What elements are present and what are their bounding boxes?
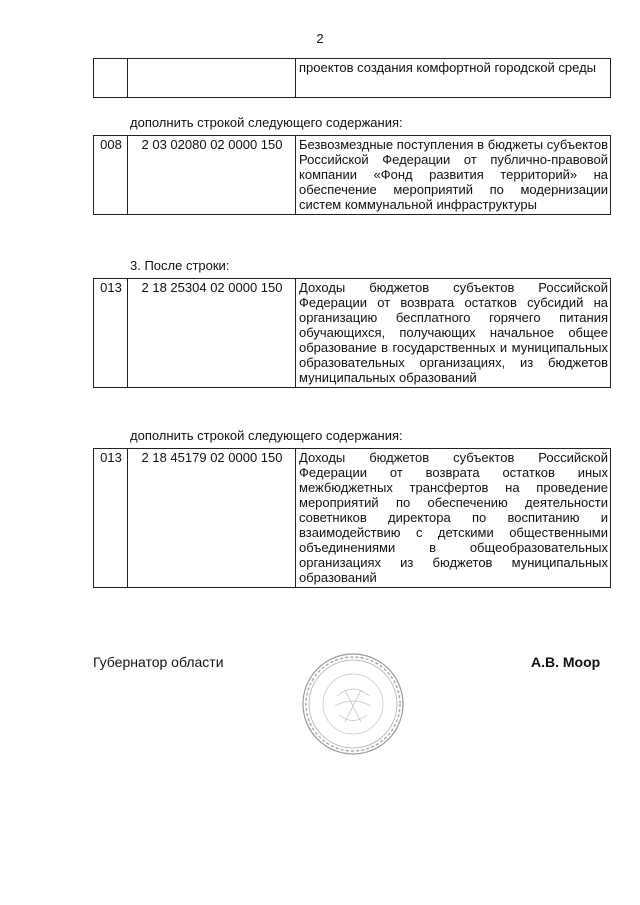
table-row xyxy=(94,136,611,215)
instruction-add-row: дополнить строкой следующего содержания: xyxy=(130,428,403,443)
page-number: 2 xyxy=(316,31,324,46)
description-cell: Безвозмездные поступления в бюджеты субъектов Российской Федерации от публично-правовой компании «Фонд развития территорий» на обеспечение мероприятий по модернизации систем коммунальной инфраструктуры xyxy=(296,136,611,215)
signatory-title: Губернатор области xyxy=(93,654,224,670)
budget-table-row-008 xyxy=(93,135,611,215)
table-row xyxy=(94,279,611,388)
instruction-after-row: 3. После строки: xyxy=(130,258,230,273)
budget-code-cell: 2 03 02080 02 0000 150 xyxy=(128,136,296,215)
budget-table-row-013a xyxy=(93,278,611,388)
budget-table-fragment-top xyxy=(93,58,611,98)
admin-code-cell xyxy=(94,59,128,98)
official-seal-icon xyxy=(301,652,405,756)
budget-table-row-013b xyxy=(93,448,611,588)
description-cell: Доходы бюджетов субъектов Российской Федерации от возврата остатков иных межбюджетных трансфертов на проведение мероприятий по обеспечению деятельности советников директора по воспитанию и взаимодействию с детскими общественными объединениями в общеобразовательных организациях из бюджетов муниципальных образований xyxy=(296,449,611,588)
admin-code-cell: 013 xyxy=(94,449,128,588)
description-cell: проектов создания комфортной городской среды xyxy=(296,59,611,98)
budget-code-cell: 2 18 45179 02 0000 150 xyxy=(128,449,296,588)
table-row xyxy=(94,449,611,588)
signatory-name: А.В. Моор xyxy=(531,654,601,670)
budget-code-cell xyxy=(128,59,296,98)
budget-code-cell: 2 18 25304 02 0000 150 xyxy=(128,279,296,388)
description-cell: Доходы бюджетов субъектов Российской Федерации от возврата остатков субсидий на организацию бесплатного горячего питания обучающихся, получающих начальное общее образование в государственных и муниципальных образовательных организациях, из бюджетов муниципальных образований xyxy=(296,279,611,388)
admin-code-cell: 008 xyxy=(94,136,128,215)
table-row xyxy=(94,59,611,98)
instruction-add-row: дополнить строкой следующего содержания: xyxy=(130,115,403,130)
admin-code-cell: 013 xyxy=(94,279,128,388)
